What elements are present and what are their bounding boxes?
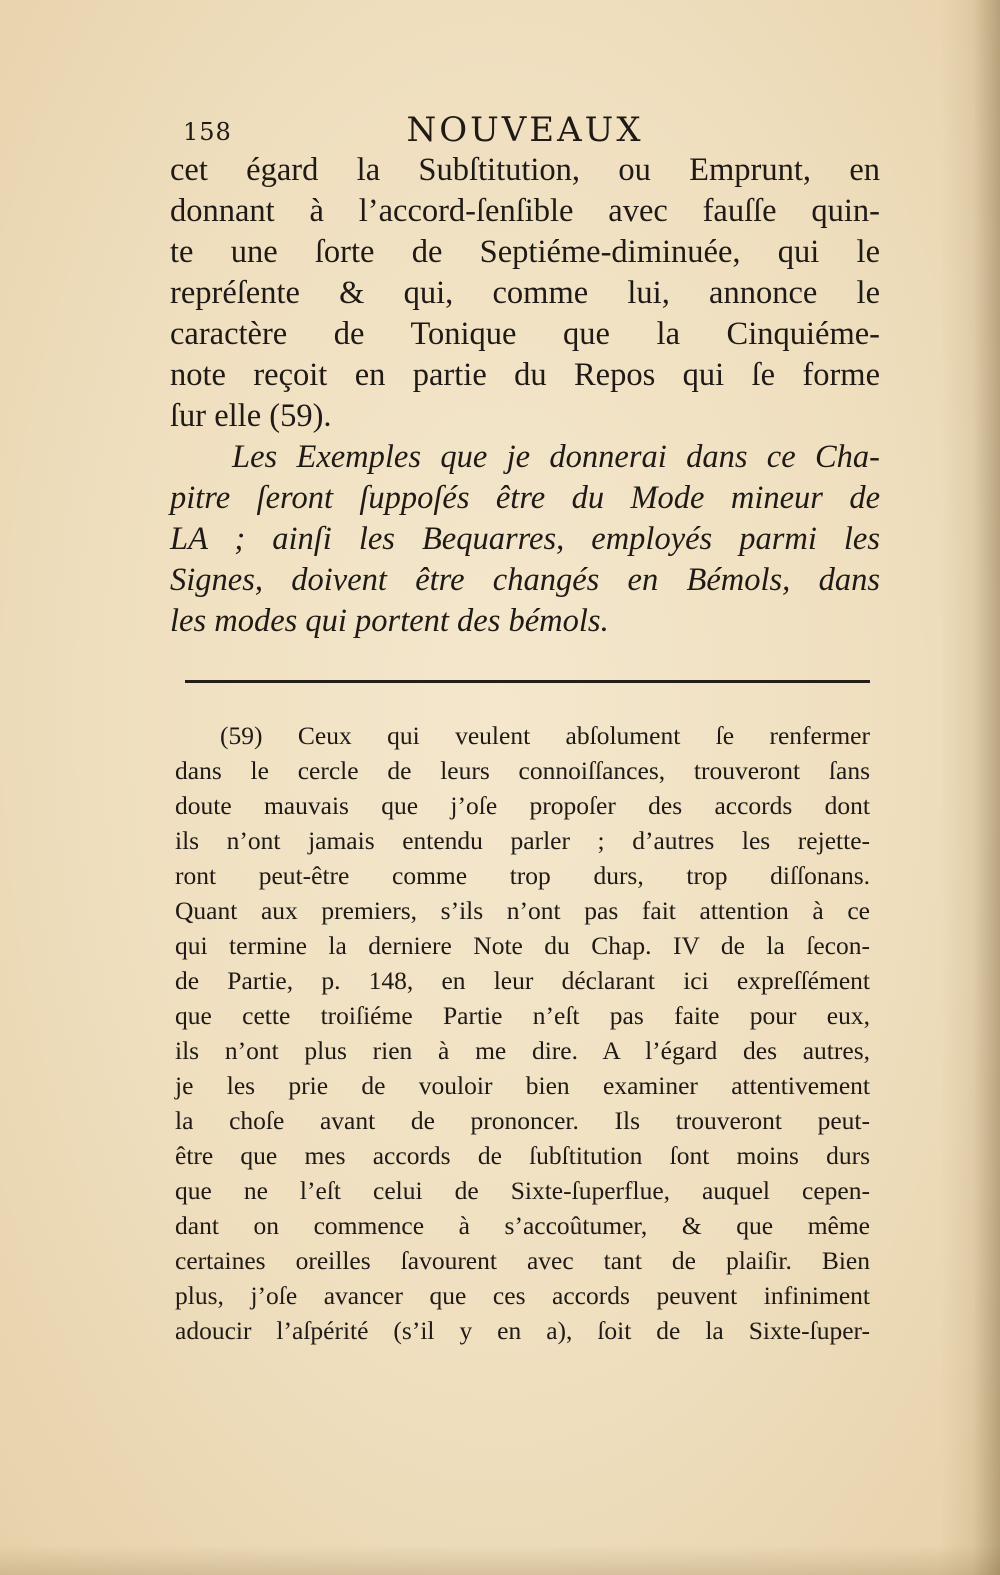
footnote-line: dans le cercle de leurs connoiſſances, trouveront ſans (175, 756, 870, 785)
footnote-line: je les prie de vouloir bien examiner attentivement (175, 1071, 870, 1100)
footnote-line: certaines oreilles ſavourent avec tant de plaiſir. Bien (175, 1246, 870, 1275)
footnote-line: de Partie, p. 148, en leur déclarant ici expreſſément (175, 966, 870, 995)
footnote-line: adoucir l’aſpérité (s’il y en a), ſoit de la Sixte-ſuper- (175, 1316, 870, 1345)
footnote (175, 718, 870, 1348)
italic-line: pitre ſeront ſuppoſés être du Mode mineur de (170, 480, 880, 516)
footnote-line: ront peut-être comme trop durs, trop diſſonans. (175, 861, 870, 890)
text-line: caractère de Tonique que la Cinquiéme- (170, 316, 880, 352)
text-line: donnant à l’accord-ſenſible avec fauſſe quin- (170, 193, 880, 229)
footnote-line: ils n’ont plus rien à me dire. A l’égard des autres, (175, 1036, 870, 1065)
italic-line: Les Exemples que je donnerai dans ce Cha- (232, 439, 880, 475)
text-line: te une ſorte de Septiéme-diminuée, qui le (170, 234, 880, 270)
page-edge-shadow (940, 0, 1000, 1575)
text-line: repréſente & qui, comme lui, annonce le (170, 275, 880, 311)
running-head: NOUVEAUX (406, 110, 644, 150)
footnote-line: que ne l’eſt celui de Sixte-ſuperflue, auquel cepen- (175, 1176, 870, 1205)
footnote-line: que cette troiſiéme Partie n’eſt pas faite pour eux, (175, 1001, 870, 1030)
text-line: cet égard la Subſtitution, ou Emprunt, en (170, 152, 880, 188)
text-line: note reçoit en partie du Repos qui ſe forme (170, 357, 880, 393)
text-line: ſur elle (59). (170, 398, 332, 434)
footnote-line: ils n’ont jamais entendu parler ; d’autres les rejette- (175, 826, 870, 855)
footnote-line: (59) Ceux qui veulent abſolument ſe renfermer (220, 721, 870, 750)
footnote-line: doute mauvais que j’oſe propoſer des accords dont (175, 791, 870, 820)
footnote-line: dant on commence à s’accoûtumer, & que même (175, 1211, 870, 1240)
page-bottom-shadow (0, 1545, 1000, 1575)
italic-line: LA ; ainſi les Bequarres, employés parmi les (170, 521, 880, 557)
italic-line: les modes qui portent des bémols. (170, 603, 609, 639)
footnote-line: qui termine la derniere Note du Chap. IV de la ſecon- (175, 931, 870, 960)
page-number: 158 (183, 118, 232, 146)
page-header (175, 108, 875, 154)
footnote-line: plus, j’oſe avancer que ces accords peuvent infiniment (175, 1281, 870, 1310)
footnote-line: Quant aux premiers, s’ils n’ont pas fait attention à ce (175, 896, 870, 925)
main-text (170, 150, 880, 642)
footnote-line: la choſe avant de prononcer. Ils trouveront peut- (175, 1106, 870, 1135)
footnote-divider (185, 680, 870, 683)
italic-line: Signes, doivent être changés en Bémols, dans (170, 562, 880, 598)
footnote-line: être que mes accords de ſubſtitution ſont moins durs (175, 1141, 870, 1170)
